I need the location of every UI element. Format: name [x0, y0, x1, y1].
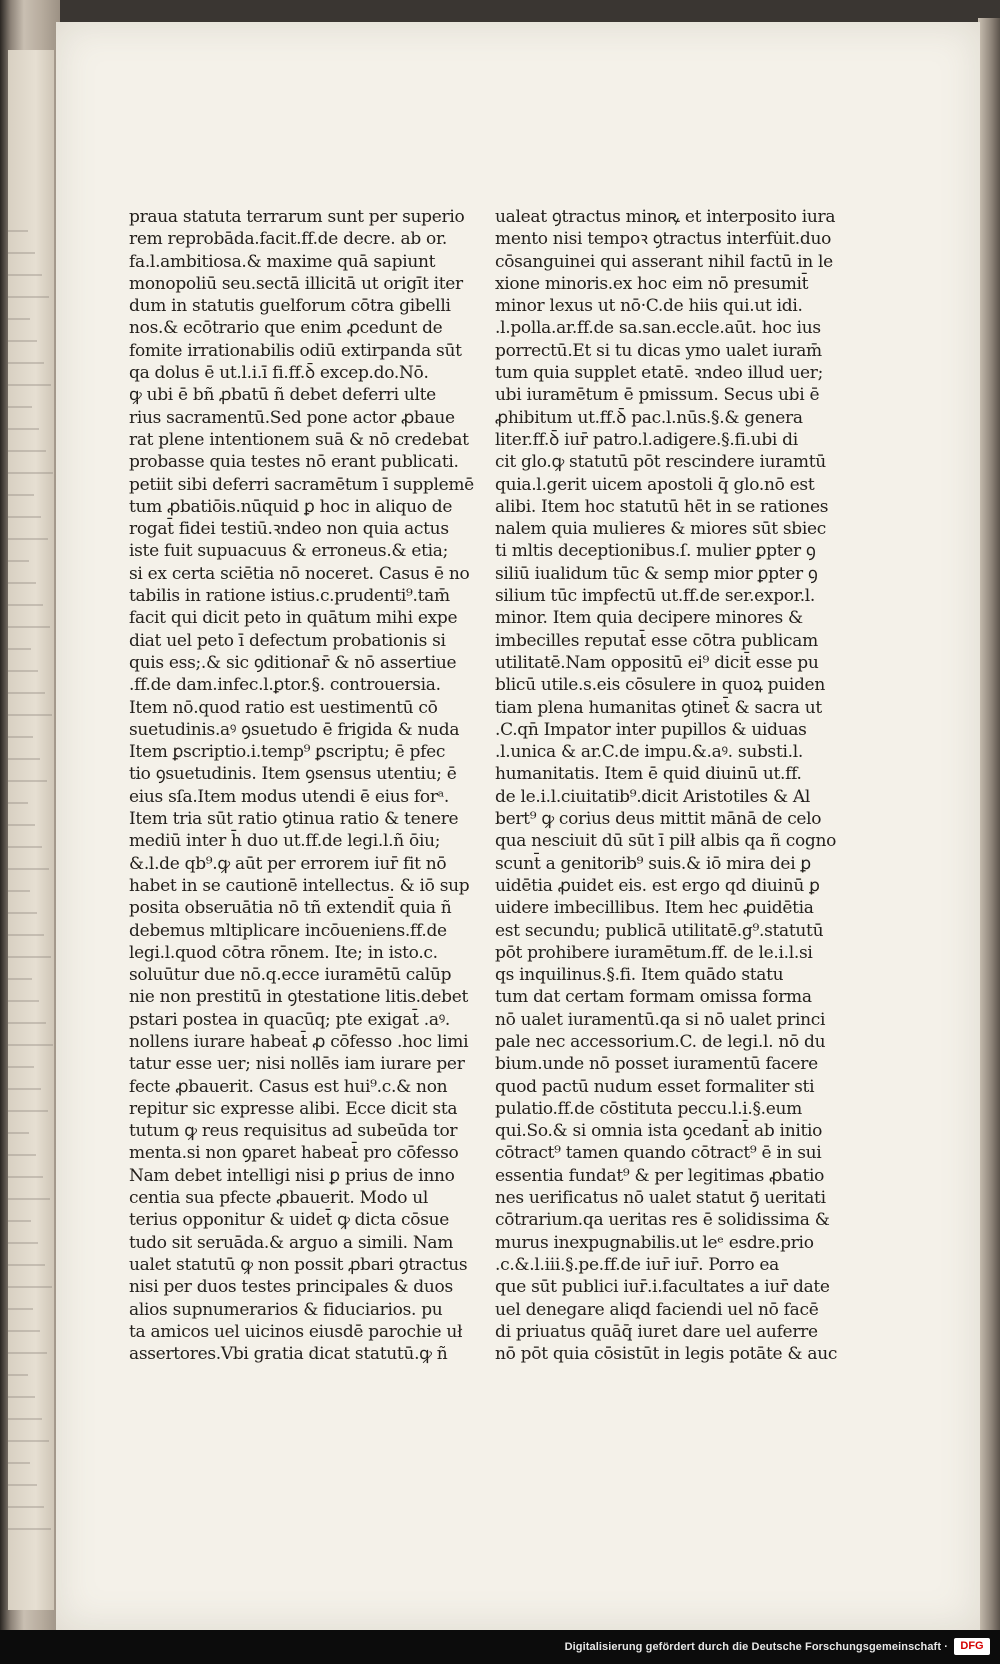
- text-line: .c.&.l.iii.§.pe.ff.de iur̄ iur̄. Porro ea: [495, 1254, 780, 1275]
- facing-page-line: [8, 934, 44, 936]
- dfg-logo: DFG: [954, 1638, 990, 1655]
- facing-page-line: [8, 1264, 45, 1266]
- facing-page-line: [8, 1022, 46, 1024]
- text-line: ꝓhibitum ut.ff.ꝺ̄ pac.l.nūs.§.& genera: [495, 407, 803, 428]
- facing-page-line: [8, 428, 39, 430]
- facing-page-line: [8, 1528, 51, 1530]
- text-line: bert⁹ ꝙ corius deus mittit mānā de celo: [495, 809, 822, 830]
- text-line: .l.unica & ar.C.de impu.&.aꝰ. substi.l.: [495, 742, 803, 763]
- facing-page-line: [8, 824, 35, 826]
- text-line: alibi. Item hoc statutū hēt in se rationes: [495, 496, 829, 517]
- facing-page-line: [8, 494, 34, 496]
- text-line: diat uel peto ī defectum probationis si: [129, 630, 446, 651]
- text-line: Nam debet intelligi nisi ꝑ prius de inno: [129, 1165, 455, 1186]
- text-line: nō pōt quia cōsistūt in legis potāte & auc: [495, 1344, 838, 1365]
- facing-page-line: [8, 1176, 43, 1178]
- facing-page-line: [8, 1418, 42, 1420]
- text-line: fecte ꝓbauerit. Casus est hui⁹.c.& non: [129, 1076, 448, 1097]
- text-line: centia sua pfecte ꝓbauerit. Modo ul: [129, 1188, 429, 1209]
- text-line: cōsanguinei qui asserant nihil factū in le: [495, 251, 833, 272]
- facing-page-line: [8, 626, 50, 628]
- text-line: uel denegare aliqd faciendi uel nō facē: [495, 1299, 819, 1320]
- text-column-left: [129, 206, 474, 1365]
- facing-page-line: [8, 1374, 28, 1376]
- text-line: dum in statutis guelforum cōtra gibelli: [129, 296, 451, 317]
- text-line: minor. Item quia decipere minores &: [495, 608, 803, 629]
- text-line: habet in se cautionē intellectus. & iō sup: [129, 875, 470, 896]
- facing-page-line: [8, 340, 37, 342]
- text-line: iste fuit supuacuus & erroneus.& etia;: [129, 541, 449, 562]
- text-line: ti mltis deceptionibus.ſ. mulier ꝑpter ꝯ: [495, 541, 816, 562]
- text-line: rem reprobāda.facit.ff.de decre. ab or.: [129, 229, 448, 250]
- text-line: assertores.Vbi gratia dicat statutū.ꝙ ñ: [129, 1344, 448, 1365]
- text-line: nollens iurare habeat̄ ꝓ cōfesso .hoc limi: [129, 1031, 469, 1052]
- facing-page-line: [8, 1000, 39, 1002]
- facing-page-line: [8, 1044, 53, 1046]
- text-line: cit glo.ꝙ statutū pōt rescindere iuramtū: [495, 452, 826, 473]
- text-line: pale nec accessorium.C. de legi.l. nō du: [495, 1031, 826, 1052]
- text-line: tiam plena humanitas ꝯtinet̄ & sacra ut: [495, 697, 822, 718]
- facing-page-line: [8, 1066, 34, 1068]
- text-line: monopoliū seu.sectā illicitā ut origīt iter: [129, 273, 463, 294]
- text-line: pōt prohibere iuramētum.ff. de le.i.l.si: [495, 942, 813, 963]
- text-line: terius opponitur & uidet̄ ꝙ dicta cōsue: [129, 1210, 450, 1231]
- text-line: tum ꝓbatiōis.nūquid ꝑ hoc in aliquo de: [129, 496, 453, 517]
- text-line: fomite irrationabilis odiū extirpanda sūt: [129, 340, 462, 361]
- text-line: nalem quia mulieres & miores sūt sbiec: [495, 519, 827, 540]
- text-line: tatur esse uer; nisi nollēs iam iurare per: [129, 1054, 465, 1075]
- facing-page-line: [8, 450, 46, 452]
- text-line: &.l.de qb⁹.ꝙ aūt per errorem iur̄ fit nō: [129, 853, 447, 874]
- facing-page-line: [8, 956, 51, 958]
- text-line: legi.l.quod cōtra rōnem. Ite; in isto.c.: [129, 942, 438, 963]
- facing-page-line: [8, 802, 28, 804]
- text-line: ubi iuramētum ē pmissum. Secus ubi ē: [495, 385, 820, 406]
- facing-page-line: [8, 1396, 35, 1398]
- funding-credit: Digitalisierung gefördert durch die Deutsche Forschungsgemeinschaft ·: [564, 1641, 948, 1653]
- text-line: cōtract⁹ tamen quando cōtract⁹ ē in sui: [495, 1143, 822, 1164]
- facing-page-line: [8, 890, 30, 892]
- text-line: .ff.de dam.infec.l.ꝑtor.§. controuersia.: [129, 675, 441, 696]
- text-line: nes uerificatus nō ualet statut ꝯ̄ ueritati: [495, 1188, 826, 1209]
- text-line: menta.si non ꝯparet habeat̄ pro cōfesso: [129, 1143, 459, 1164]
- text-line: humanitatis. Item ē quid diuinū ut.ff.: [495, 764, 802, 785]
- text-line: ꝙ ubi ē bñ ꝓbatū ñ debet deferri ulte: [129, 385, 436, 406]
- facing-page-line: [8, 978, 32, 980]
- text-line: tio ꝯsuetudinis. Item ꝯsensus utentiu; ē: [129, 764, 457, 785]
- text-line: liter.ff.ꝺ̄ iur̄ patro.l.adigere.§.fi.ubi di: [495, 429, 798, 450]
- text-line: tum dat certam formam omissa forma: [495, 987, 812, 1008]
- facing-page-line: [8, 648, 31, 650]
- facing-page-line: [8, 714, 52, 716]
- text-line: soluūtur due nō.q.ecce iuramētū calūp: [129, 965, 452, 986]
- facing-page-line: [8, 472, 53, 474]
- text-line: nos.& ecōtrario que enim ꝓcedunt de: [129, 318, 443, 339]
- facing-page-line: [8, 780, 47, 782]
- facing-page-line: [8, 384, 51, 386]
- facing-page-line: [8, 1088, 41, 1090]
- text-line: essentia fundat⁹ & per legitimas ꝓbatio: [495, 1165, 825, 1186]
- facing-page-line: [8, 1220, 31, 1222]
- facing-page-line: [8, 230, 28, 232]
- text-line: bium.unde nō posset iuramentū facere: [495, 1054, 818, 1075]
- text-line: quis ess;.& sic ꝯditionar̄ & nō assertiue: [129, 652, 457, 673]
- facing-page-line: [8, 406, 32, 408]
- text-line: qui.So.& si omnia ista ꝯcedant̄ ab initio: [495, 1121, 823, 1142]
- facing-page-line: [8, 1330, 40, 1332]
- text-line: petiit sibi deferri sacramētum ī supplemē: [129, 474, 474, 495]
- text-column-right: [495, 206, 838, 1365]
- text-line: Item tria sūt ratio ꝯtinua ratio & tenere: [129, 809, 459, 830]
- text-line: fa.l.ambitiosa.& maxime quā sapiunt: [129, 251, 436, 272]
- page-stack-edge: [978, 18, 1000, 1630]
- text-line: tudo sit seruāda.& arguo a simili. Nam: [129, 1232, 454, 1253]
- facing-page-line: [8, 560, 29, 562]
- text-line: silium tūc impfectū ut.ff.de ser.expor.l.: [495, 586, 816, 607]
- facing-page-line: [8, 1198, 50, 1200]
- text-line: debemus mltiplicare incōueniens.ff.de: [129, 920, 447, 941]
- facing-page-line: [8, 516, 41, 518]
- facing-page-line: [8, 1352, 47, 1354]
- text-line: mento nisi tempoꝛ ꝯtractus interfu̇it.duo: [495, 229, 832, 250]
- text-line: uidere imbecillibus. Item hec ꝓuidētia: [495, 898, 814, 919]
- facing-page-line: [8, 846, 42, 848]
- text-line: di priuatus quāq̄ iuret dare uel auferre: [495, 1321, 818, 1342]
- text-line: rat plene intentionem suā & nō credebat: [129, 429, 469, 450]
- facing-page-line: [8, 274, 42, 276]
- text-line: utilitatē.Nam oppositū ei⁹ dicit̄ esse pu: [495, 652, 819, 673]
- facing-page-line: [8, 582, 36, 584]
- text-line: .C.qn̄ Impator inter pupillos & uiduas: [495, 719, 807, 740]
- text-line: tutum ꝙ reus requisitus ad subeūda tor: [129, 1121, 458, 1142]
- text-line: est secundu; publicā utilitatē.g⁹.statutū: [495, 920, 824, 941]
- text-line: probasse quia testes nō erant publicati.: [129, 452, 459, 473]
- text-line: si ex certa sciētia nō noceret. Casus ē no: [129, 563, 470, 584]
- text-line: porrectū.Et si tu dicas ymo ualet iuram̄: [495, 340, 822, 361]
- text-line: qa dolus ē ut.l.i.ī fi.ff.ꝺ̄ excep.do.Nō.: [129, 363, 429, 384]
- text-line: que sūt publici iur̄.i.facultates a iur̄ date: [495, 1277, 830, 1298]
- text-line: suetudinis.aꝰ ꝯsuetudo ē frigida & nuda: [129, 719, 460, 740]
- facing-page-line: [8, 736, 33, 738]
- text-line: uidētia ꝓuidet eis. est ergo qd diuinū ꝑ: [495, 875, 820, 896]
- text-line: tum quia supplet etatē. ꝛndeo illud uer;: [495, 363, 824, 384]
- facing-page-line: [8, 604, 43, 606]
- facing-page-line: [8, 1154, 36, 1156]
- text-line: siliū iualidum tūc & semp mior ꝑpter ꝯ: [495, 563, 818, 584]
- text-line: qs inquilinus.§.fi. Item quādo statu: [495, 965, 784, 986]
- text-line: quia.l.gerit uicem apostoli q̄ glo.nō est: [495, 474, 815, 495]
- text-line: alios supnumerarios & fiduciarios. pu: [129, 1299, 443, 1320]
- facing-page-line: [8, 1484, 37, 1486]
- text-line: rogat̄ fidei testiū.ꝛndeo non quia actus: [129, 519, 449, 540]
- text-line: mediū inter h̄ duo ut.ff.de legi.l.ñ ōiu;: [129, 831, 441, 852]
- text-line: ualet statutū ꝙ non possit ꝓbari ꝯtractus: [129, 1254, 468, 1275]
- facing-page-line: [8, 692, 45, 694]
- text-line: cōtrarium.qa ueritas res ē solidissima &: [495, 1210, 830, 1231]
- facing-page-line: [8, 1506, 44, 1508]
- text-line: murus inexpugnabilis.ut leᵉ esdre.prio: [495, 1232, 814, 1253]
- text-line: tabilis in ratione istius.c.prudenti⁹.tam̄: [129, 586, 450, 607]
- facing-page-sliver: [8, 50, 54, 1610]
- text-line: .l.polla.ar.ff.de sa.san.eccle.aūt. hoc ius: [495, 318, 821, 339]
- text-line: praua statuta terrarum sunt per superio: [129, 207, 465, 227]
- facing-page-line: [8, 296, 49, 298]
- text-line: rius sacramentū.Sed pone actor ꝓbaue: [129, 407, 455, 428]
- text-line: nisi per duos testes principales & duos: [129, 1277, 453, 1298]
- text-line: minor lexus ut nō·C.de hiis qui.ut idi.: [495, 296, 803, 317]
- text-line: Item ꝑscriptio.i.temp⁹ ꝑscriptu; ē pfec: [129, 742, 446, 763]
- text-line: quod pactū nudum esset formaliter sti: [495, 1076, 815, 1097]
- text-line: ta amicos uel uicinos eiusdē parochie uł: [129, 1321, 463, 1342]
- facing-page-line: [8, 1132, 29, 1134]
- text-line: facit qui dicit peto in quātum mihi expe: [129, 608, 458, 629]
- facing-page-line: [8, 252, 35, 254]
- facing-page-line: [8, 868, 49, 870]
- facing-page-line: [8, 758, 40, 760]
- text-line: ualeat ꝯtractus minoꝶ et interposito iura: [495, 207, 836, 227]
- text-line: nie non prestitū in ꝯtestatione litis.debet: [129, 987, 468, 1008]
- text-line: de le.i.l.ciuitatib⁹.dicit Aristotiles & Al: [495, 786, 810, 807]
- facing-page-line: [8, 1286, 52, 1288]
- text-line: posita obseruātia nō tñ extendit̄ quia ñ: [129, 898, 452, 919]
- facing-page-line: [8, 1440, 49, 1442]
- text-line: xione minoris.ex hoc eim nō presumit̄: [495, 273, 809, 294]
- facing-page-line: [8, 1242, 38, 1244]
- text-line: imbecilles reputat̄ esse cōtra publicam: [495, 630, 818, 651]
- text-line: repitur sic expresse alibi. Ecce dicit sta: [129, 1098, 458, 1119]
- text-line: pulatio.ff.de cōstituta peccu.l.i.§.eum: [495, 1098, 802, 1119]
- facing-page-line: [8, 1110, 48, 1112]
- facing-page-line: [8, 538, 48, 540]
- facing-page-line: [8, 912, 37, 914]
- facing-page-line: [8, 318, 30, 320]
- facing-page-line: [8, 670, 38, 672]
- facing-page-line: [8, 1308, 33, 1310]
- text-line: pstari postea in quacūq; pte exigat̄ .aꝰ.: [129, 1009, 451, 1030]
- text-line: Item nō.quod ratio est uestimentū cō: [129, 697, 438, 718]
- text-line: eius sſa.Item modus utendi ē eius forᵃ.: [129, 786, 450, 807]
- facing-page-line: [8, 362, 44, 364]
- text-line: scunt̄ a genitorib⁹ suis.& iō mira dei ꝑ: [495, 853, 811, 874]
- text-line: blicū utile.s.eis cōsulere in quoꝝ puiden: [495, 675, 825, 696]
- facing-page-line: [8, 1462, 30, 1464]
- text-line: qua nesciuit dū sūt ī pilł albis qa ñ cogno: [495, 831, 837, 852]
- text-line: nō ualet iuramentū.qa si nō ualet princi: [495, 1009, 826, 1030]
